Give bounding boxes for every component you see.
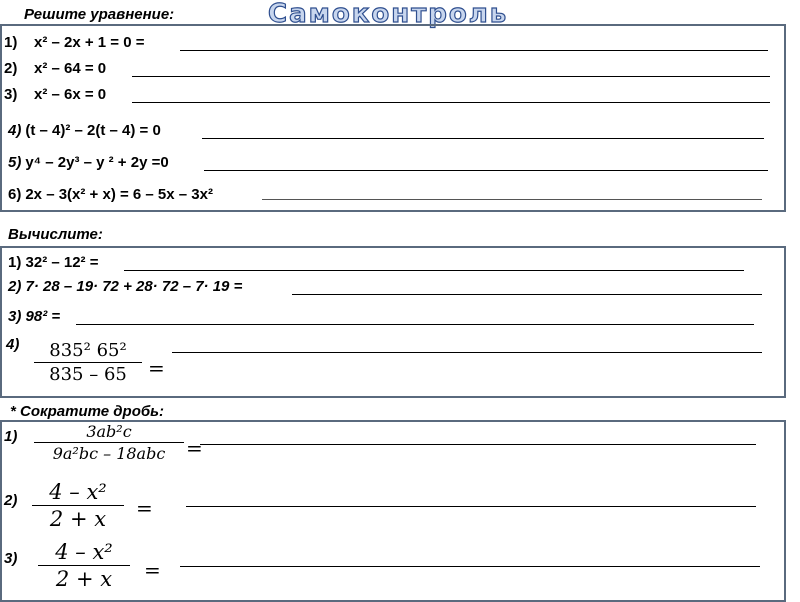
simplify-3-denominator: 2 + x (55, 567, 113, 591)
simplify-2-numerator: 4 – x² (49, 480, 107, 504)
simplify-1-denominator: 9a²bc – 18abc (52, 444, 166, 463)
simplify-1-number (4, 428, 17, 445)
equation-1 (4, 34, 145, 51)
equation-5-text: y⁴ – 2y³ – y ² + 2y =0 (25, 154, 169, 171)
simplify-2-number (4, 492, 17, 509)
simplify-1-numerator: 3ab²c (86, 422, 132, 441)
compute-3-text: 3) 98² = (8, 308, 61, 325)
compute-3 (8, 308, 60, 325)
equation-6 (8, 186, 213, 203)
simplify-answer-line-3[interactable] (180, 566, 760, 567)
equation-2 (4, 60, 106, 77)
simplify-2-number-text: 2) (4, 492, 18, 509)
page-title: Самоконтроль (268, 0, 509, 29)
task1-heading: Решите уравнение: (24, 6, 175, 23)
compute-answer-line-4[interactable] (172, 352, 762, 353)
compute-1 (8, 254, 98, 271)
equation-4-number: 4) (8, 122, 22, 139)
answer-line-5[interactable] (204, 170, 768, 171)
compute-heading: Вычислите: (8, 226, 103, 243)
equation-1-number: 1) (4, 34, 18, 51)
equation-1-text: x² – 2x + 1 = 0 = (34, 34, 145, 51)
simplify-3-number-text: 3) (4, 550, 18, 567)
simplify-answer-line-2[interactable] (186, 506, 756, 507)
compute-4-fraction (34, 340, 142, 385)
fraction-bar (32, 505, 124, 506)
simplify-2-denominator: 2 + x (49, 507, 107, 531)
simplify-2-fraction (32, 480, 124, 531)
compute-2 (8, 278, 242, 295)
simplify-heading: * Сократите дробь: (10, 403, 165, 420)
compute-answer-line-3[interactable] (76, 324, 754, 325)
fraction-bar (38, 565, 130, 566)
simplify-3-numerator: 4 – x² (55, 540, 113, 564)
equation-5 (8, 154, 169, 171)
equation-4-text: (t – 4)² – 2(t – 4) = 0 (25, 122, 161, 139)
answer-line-2[interactable] (132, 76, 770, 77)
simplify-3-fraction (38, 540, 130, 591)
answer-line-4[interactable] (202, 138, 764, 139)
equation-6-number: 6) (8, 186, 22, 203)
simplify-3-equals: = (144, 558, 161, 582)
compute-answer-line-1[interactable] (124, 270, 744, 271)
simplify-1-number-text: 1) (4, 428, 18, 445)
compute-4-denominator: 835 – 65 (49, 364, 127, 385)
compute-4-numerator: 835² 65² (49, 340, 127, 361)
fraction-bar (34, 362, 142, 363)
simplify-3-number (4, 550, 17, 567)
compute-4-number-text: 4) (6, 336, 20, 353)
equation-5-number: 5) (8, 154, 22, 171)
compute-2-text: 2) 7· 28 – 19· 72 + 28· 72 – 7· 19 = (8, 278, 243, 295)
answer-line-3[interactable] (132, 102, 770, 103)
compute-4-equals: = (148, 356, 165, 380)
equation-3 (4, 86, 106, 103)
equation-2-text: x² – 64 = 0 (34, 60, 107, 77)
compute-answer-line-2[interactable] (292, 294, 762, 295)
simplify-answer-line-1[interactable] (200, 444, 756, 445)
equation-3-text: x² – 6x = 0 (34, 86, 107, 103)
equation-6-text: 2x – 3(x² + x) = 6 – 5x – 3x² (25, 186, 213, 203)
answer-line-6[interactable] (262, 199, 762, 200)
simplify-1-fraction (34, 422, 184, 463)
compute-4-number (6, 336, 19, 353)
equations-box (0, 24, 786, 212)
fraction-bar (34, 442, 184, 443)
compute-1-text: 1) 32² – 12² = (8, 254, 99, 271)
equation-3-number: 3) (4, 86, 18, 103)
equation-2-number: 2) (4, 60, 18, 77)
simplify-2-equals: = (136, 496, 153, 520)
equation-4 (8, 122, 161, 139)
simplify-1-equals: = (186, 436, 203, 460)
answer-line-1[interactable] (180, 50, 768, 51)
